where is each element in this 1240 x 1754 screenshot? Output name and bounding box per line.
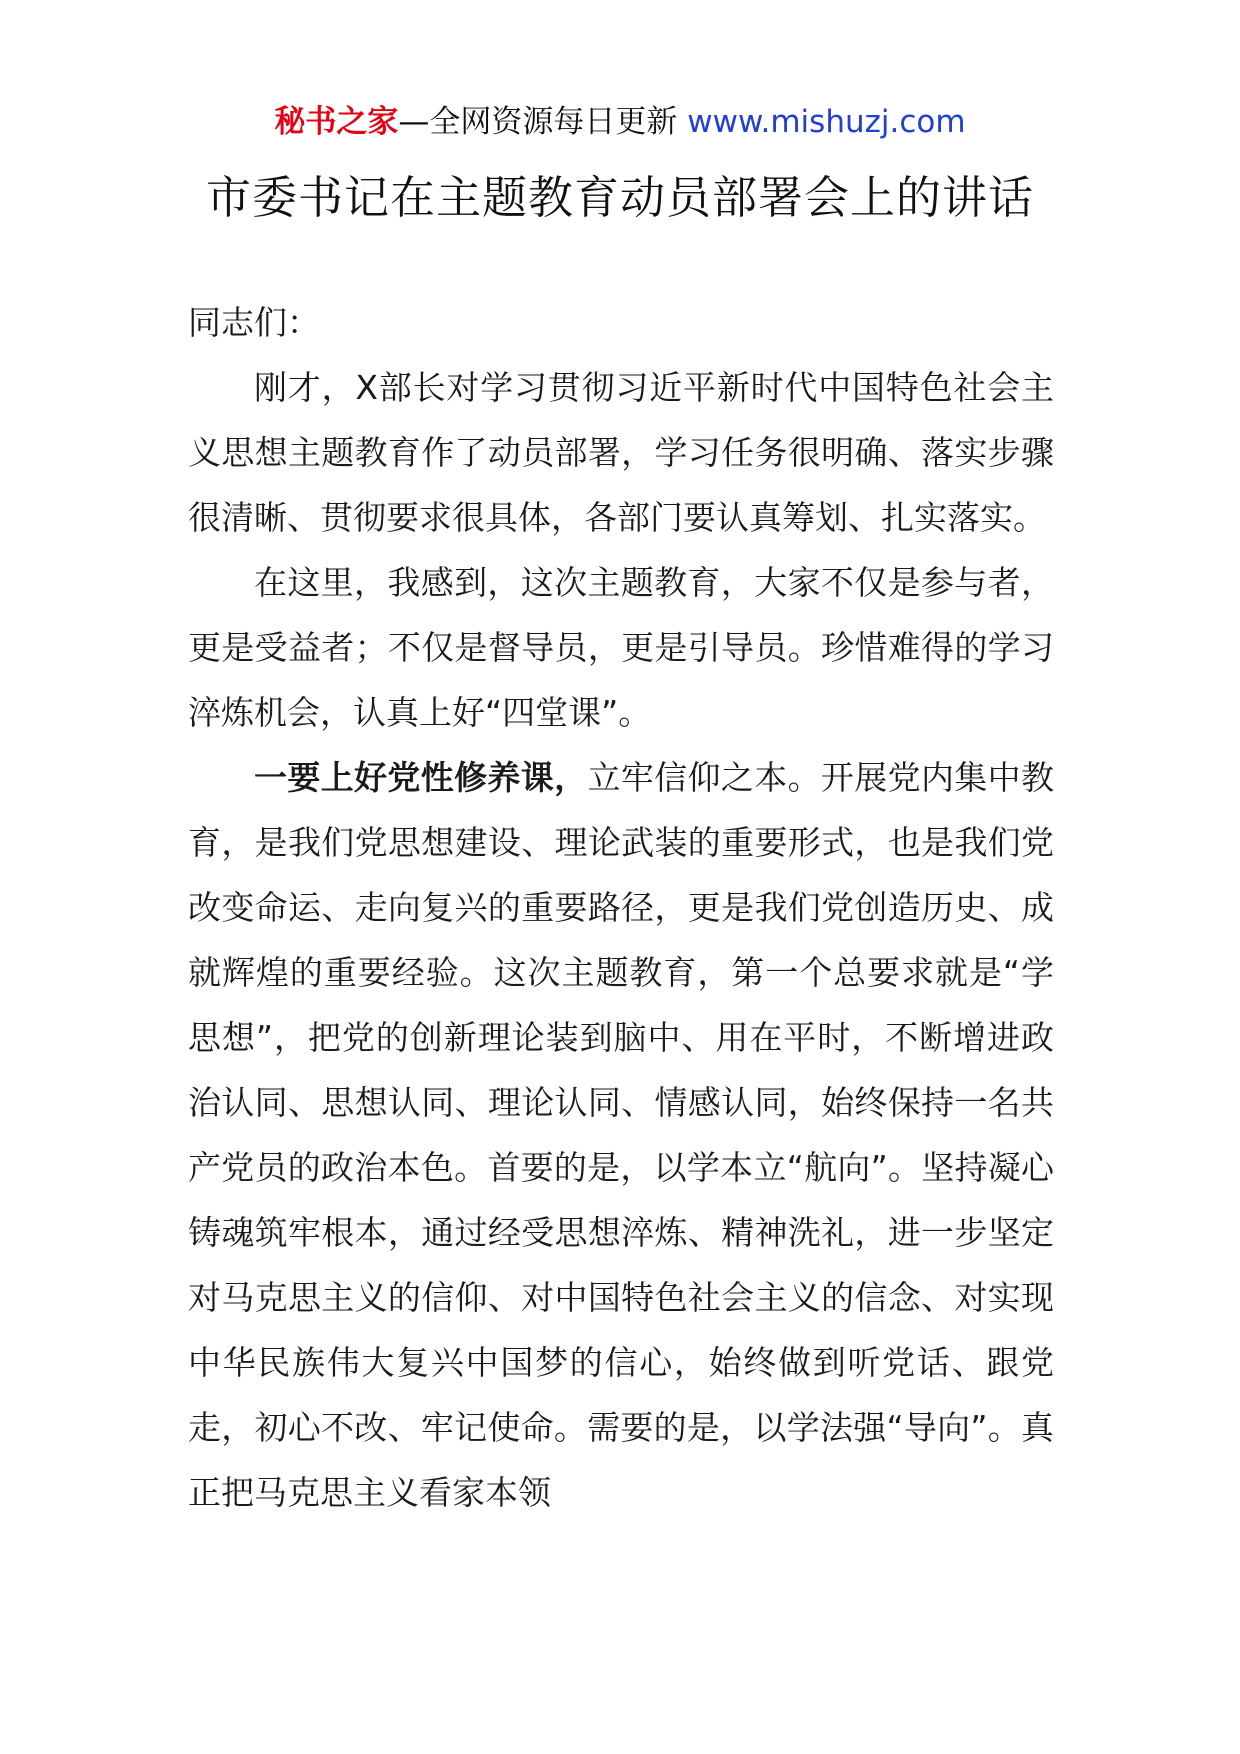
document-body xyxy=(188,290,1054,1525)
paragraph-2-text: 在这里，我感到，这次主题教育，大家不仅是参与者，更是受益者；不仅是督导员，更是引导员。珍惜难得的学习淬炼机会，认真上好“四堂课”。 xyxy=(188,563,1054,732)
banner-slogan: —全网资源每日更新 xyxy=(398,104,678,140)
paragraph-2 xyxy=(188,550,1054,745)
header-banner xyxy=(0,100,1240,144)
paragraph-3 xyxy=(188,745,1054,1525)
banner-url-link[interactable]: www.mishuzj.com xyxy=(687,104,966,140)
salutation: 同志们： xyxy=(188,303,320,342)
paragraph-3-lead: 一要上好党性修养课， xyxy=(254,758,588,797)
paragraph-1-text: 刚才，X部长对学习贯彻习近平新时代中国特色社会主义思想主题教育作了动员部署，学习任务很明确、落实步骤很清晰、贯彻要求很具体，各部门要认真筹划、扎实落实。 xyxy=(188,368,1054,537)
paragraph-1 xyxy=(188,355,1054,550)
document-title: 市委书记在主题教育动员部署会上的讲话 xyxy=(205,171,1034,224)
paragraph-3-text: 立牢信仰之本。开展党内集中教育，是我们党思想建设、理论武装的重要形式，也是我们党改变命运、走向复兴的重要路径，更是我们党创造历史、成就辉煌的重要经验。这次主题教育，第一个总要求就是“学思想”，把党的创新理论装到脑中、用在平时，不断增进政治认同、思想认同、理论认同、情感认同，始终保持一名共产党员的政治本色。首要的是，以学本立“航向”。坚持凝心铸魂筑牢根本，通过经受思想淬炼、精神洗礼，进一步坚定对马克思主义的信仰、对中国特色社会主义的信念、对实现中华民族伟大复兴中国梦的信心，始终做到听党话、跟党走，初心不改、牢记使命。需要的是，以学法强“导向”。真正把马克思主义看家本领 xyxy=(188,758,1055,1512)
banner-brand: 秘书之家 xyxy=(274,104,399,140)
